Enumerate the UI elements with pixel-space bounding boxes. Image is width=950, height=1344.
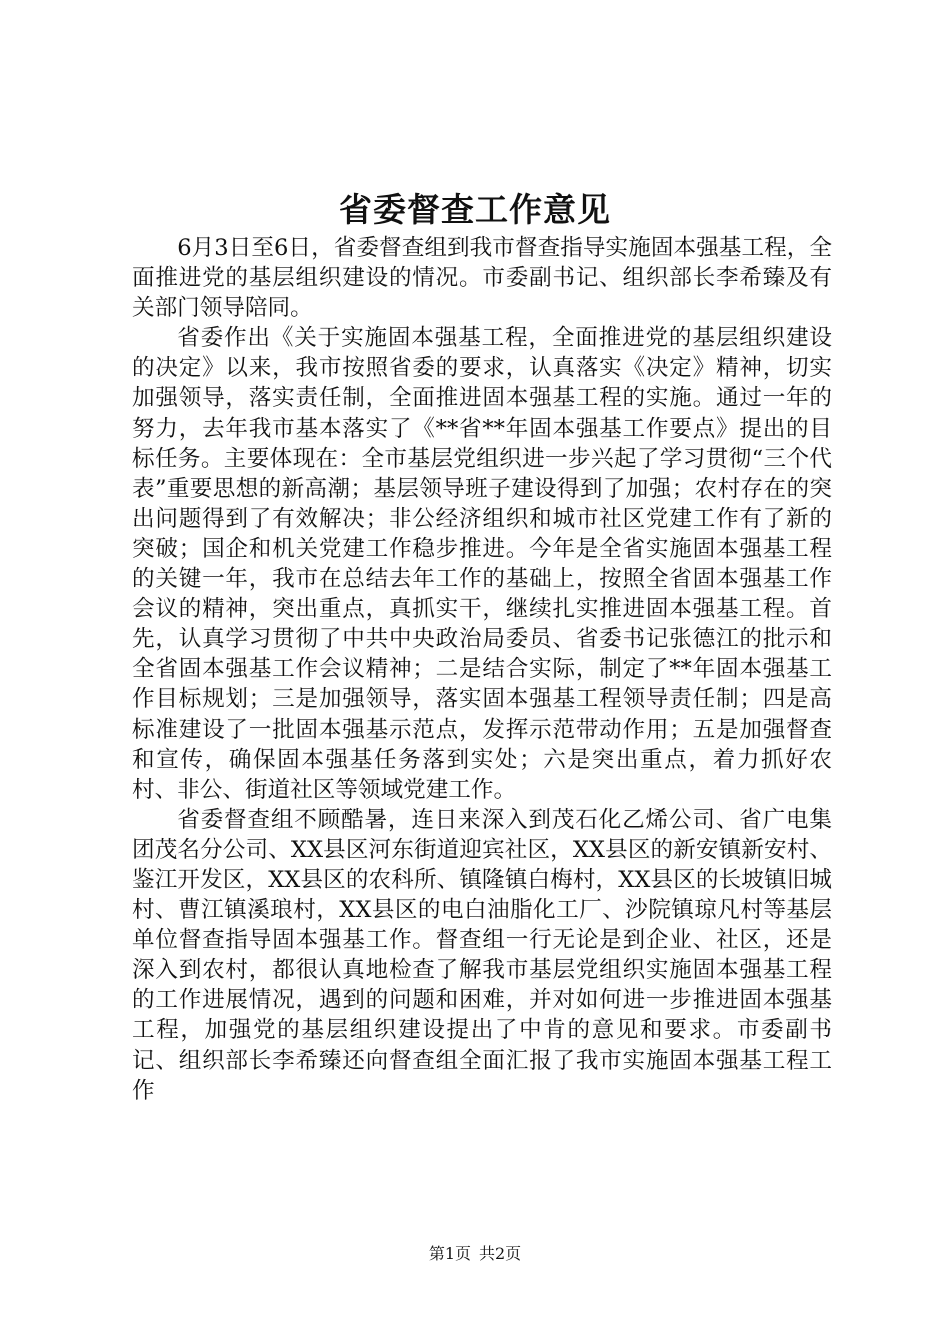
document-title: 省委督查工作意见 xyxy=(339,190,611,229)
page-footer xyxy=(0,1244,950,1264)
paragraph-3: 省委督查组不顾酷暑，连日来深入到茂石化乙烯公司、省广电集团茂名分公司、XX县区河东街道迎宾社区，XX县区的新安镇新安村、鉴江开发区，XX县区的农科所、镇隆镇白梅村，XX县区的长坡镇旧城村、曹江镇溪琅村，XX县区的电白油脂化工厂、沙院镇琼凡村等基层单位督查指导固本强基工作。督查组一行无论是到企业、社区，还是深入到农村，都很认真地检查了解我市基层党组织实施固本强基工程的工作进展情况，遇到的问题和困难，并对如何进一步推进固本强基工程，加强党的基层组织建设提出了中肯的意见和要求。市委副书记、组织部长李希臻还向督查组全面汇报了我市实施固本强基工程工作 xyxy=(132,806,832,1104)
paragraph-1: 6月3日至6日，省委督查组到我市督查指导实施固本强基工程，全面推进党的基层组织建设的情况。市委副书记、组织部长李希臻及有关部门领导陪同。 xyxy=(132,235,832,322)
page-total: 共2页 xyxy=(479,1244,522,1263)
paragraph-2: 省委作出《关于实施固本强基工程，全面推进党的基层组织建设的决定》以来，我市按照省委的要求，认真落实《决定》精神，切实加强领导，落实责任制，全面推进固本强基工程的实施。通过一年的努力，去年我市基本落实了《**省**年固本强基工作要点》提出的目标任务。主要体现在：全市基层党组织进一步兴起了学习贯彻“三个代表”重要思想的新高潮；基层领导班子建设得到了加强；农村存在的突出问题得到了有效解决；非公经济组织和城市社区党建工作有了新的突破；国企和机关党建工作稳步推进。今年是全省实施固本强基工程的关键一年，我市在总结去年工作的基础上，按照全省固本强基工作会议的精神，突出重点，真抓实干，继续扎实推进固本强基工程。首先，认真学习贯彻了中共中央政治局委员、省委书记张德江的批示和全省固本强基工作会议精神；二是结合实际，制定了**年固本强基工作目标规划；三是加强领导，落实固本强基工程领导责任制；四是高标准建设了一批固本强基示范点，发挥示范带动作用；五是加强督查和宣传，确保固本强基任务落到实处；六是突出重点，着力抓好农村、非公、街道社区等领域党建工作。 xyxy=(132,325,832,803)
document-body xyxy=(132,233,832,1106)
page-number: 第1页 xyxy=(428,1244,471,1263)
